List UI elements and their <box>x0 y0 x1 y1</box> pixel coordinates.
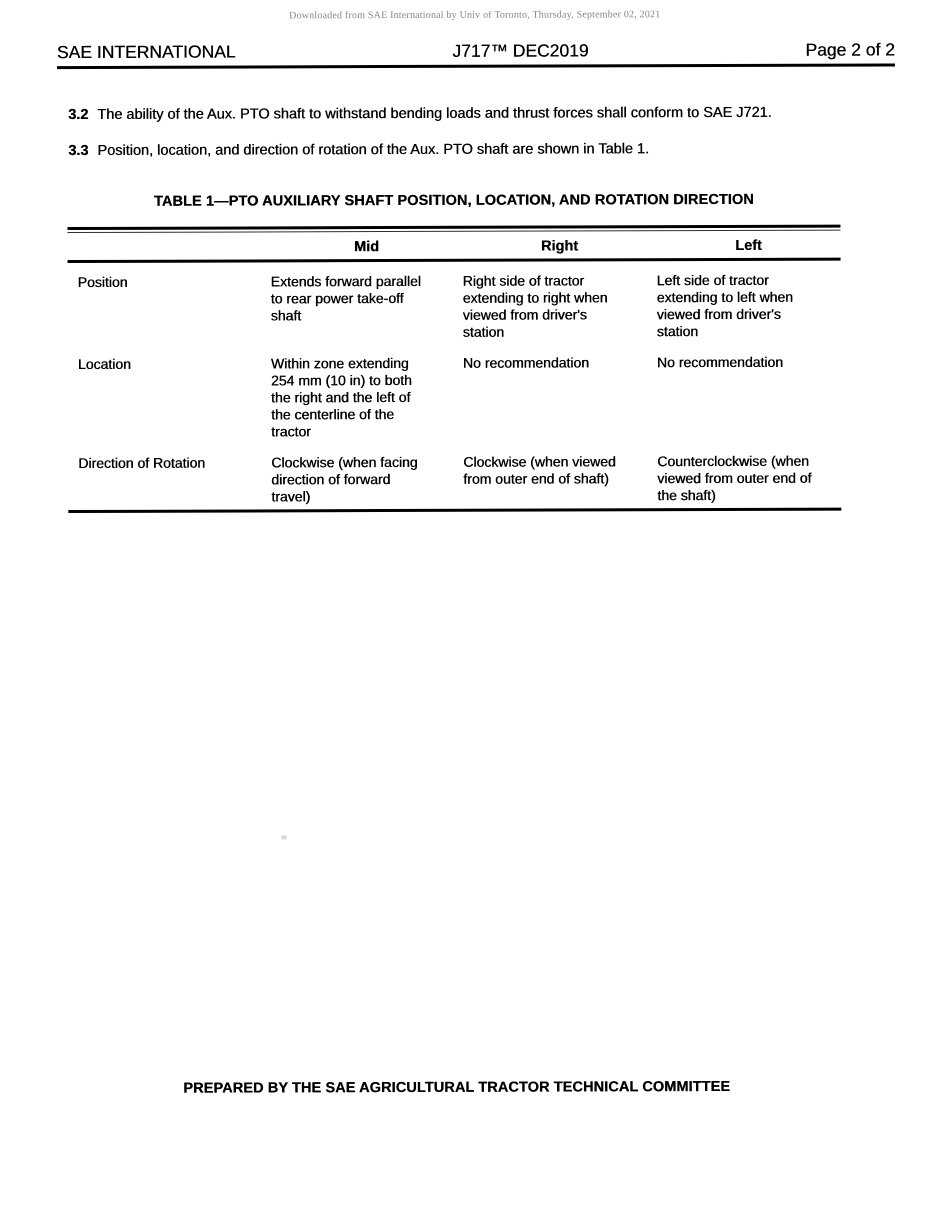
table-row <box>68 439 841 510</box>
cell-position-mid: Extends forward parallel to rear power take-off shaft <box>270 272 421 324</box>
section-text: The ability of the Aux. PTO shaft to withstand bending loads and thrust forces shall conform to SAE J721. <box>97 104 772 123</box>
section-3-3 <box>68 139 880 160</box>
row-label: Direction of Rotation <box>78 454 206 472</box>
row-label: Location <box>77 355 131 373</box>
header-page-number: Page 2 of 2 <box>805 39 895 60</box>
column-header-left: Left <box>735 237 762 254</box>
page-header <box>57 39 895 69</box>
table-1 <box>67 225 841 513</box>
row-label: Position <box>77 273 128 291</box>
footer-committee-line: PREPARED BY THE SAE AGRICULTURAL TRACTOR TECHNICAL COMMITTEE <box>183 1078 731 1097</box>
table-row <box>68 261 841 342</box>
cell-location-left: No recommendation <box>656 353 783 371</box>
cell-position-right: Right side of tractor extending to right when viewed from driver's station <box>462 272 608 340</box>
scan-artifact <box>281 835 286 839</box>
header-publisher: SAE INTERNATIONAL <box>56 41 236 63</box>
column-header-right: Right <box>540 238 579 255</box>
section-number: 3.2 <box>68 106 89 124</box>
section-text: Position, location, and direction of rotation of the Aux. PTO shaft are shown in Table 1. <box>97 141 650 159</box>
download-watermark: Downloaded from SAE International by Univ of Toronto, Thursday, September 02, 2021 <box>289 9 661 22</box>
cell-location-mid: Within zone extending 254 mm (10 in) to both the right and the left of the centerline of the tractor <box>270 354 412 440</box>
table-row <box>68 340 841 441</box>
cell-rotation-mid: Clockwise (when facing direction of forward travel) <box>271 453 418 505</box>
section-3-2 <box>68 103 880 124</box>
column-header-mid: Mid <box>354 239 380 256</box>
table-1-title: TABLE 1—PTO AUXILIARY SHAFT POSITION, LOCATION, AND ROTATION DIRECTION <box>153 191 754 210</box>
cell-position-left: Left side of tractor extending to left when viewed from driver's station <box>656 271 793 340</box>
cell-rotation-left: Counterclockwise (when viewed from outer end of the shaft) <box>657 452 812 504</box>
table-top-rule <box>67 225 840 230</box>
table-header-row <box>67 231 840 260</box>
section-number: 3.3 <box>68 142 89 160</box>
cell-location-right: No recommendation <box>462 354 589 371</box>
cell-rotation-right: Clockwise (when viewed from outer end of shaft) <box>463 453 616 487</box>
header-document-number: J717™ DEC2019 <box>452 40 589 61</box>
column-header-stub <box>68 255 271 256</box>
